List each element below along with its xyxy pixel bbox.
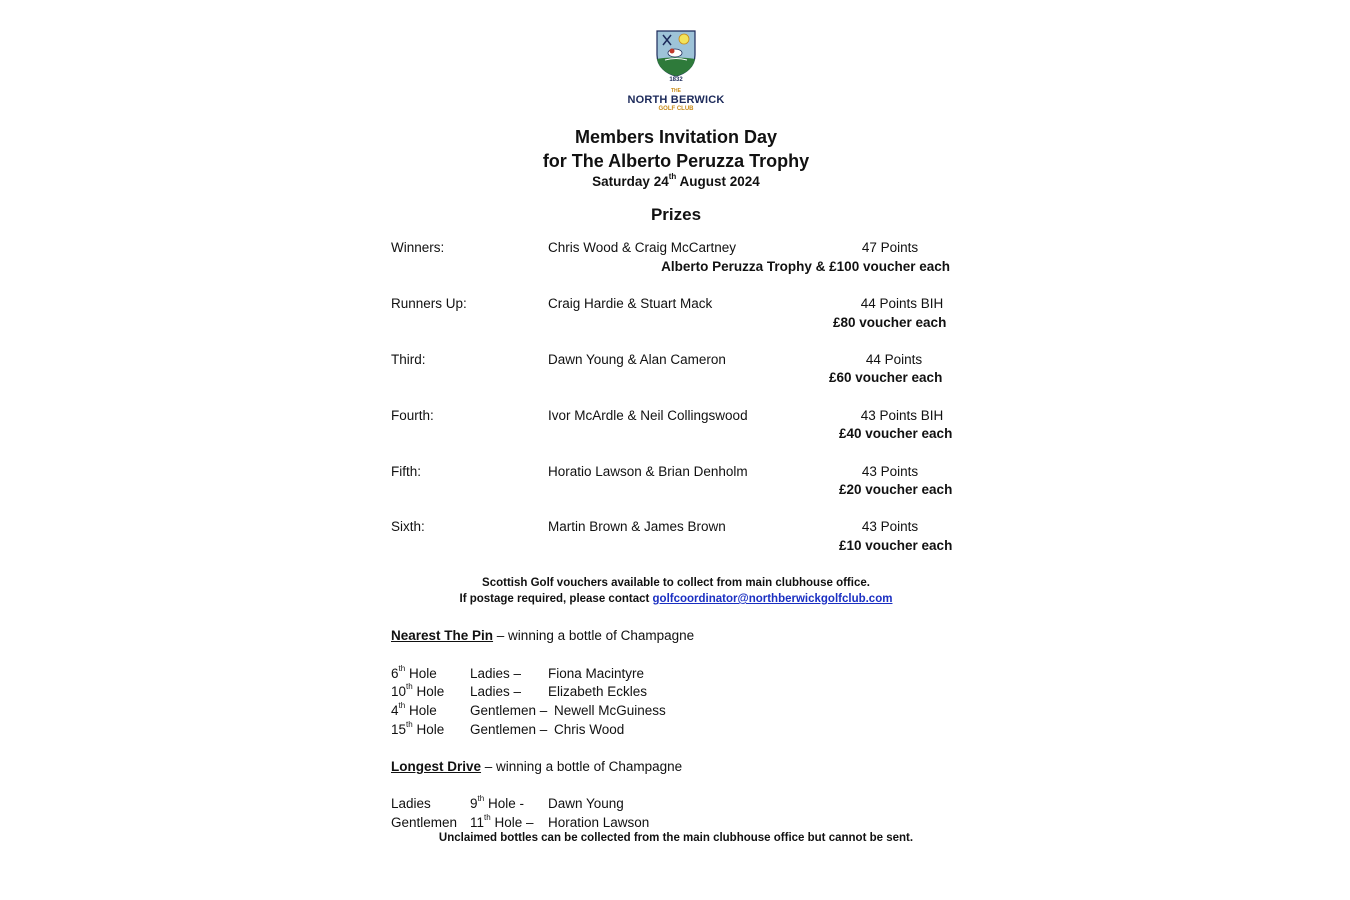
- prize-award-fourth: £40 voucher each: [839, 426, 953, 441]
- longest-drive-heading: Longest Drive – winning a bottle of Champagne: [391, 759, 683, 774]
- logo-golf-club: GOLF CLUB: [658, 106, 694, 112]
- pin-hole: 10th Hole: [391, 682, 445, 699]
- drive-hole: 11th Hole –: [470, 813, 534, 830]
- pin-winner: Chris Wood: [554, 722, 625, 737]
- pin-winner: Elizabeth Eckles: [548, 684, 648, 699]
- prize-place-runners-up: Runners Up:: [391, 296, 467, 311]
- nearest-pin-heading: Nearest The Pin – winning a bottle of Champagne: [391, 628, 695, 643]
- prize-award-runners-up: £80 voucher each: [833, 315, 947, 330]
- pin-category: Gentlemen –: [470, 703, 548, 718]
- logo-year: 1832: [669, 77, 683, 83]
- prize-place-fifth: Fifth:: [391, 464, 422, 479]
- drive-winner: Horation Lawson: [548, 815, 650, 830]
- event-date: Saturday 24th August 2024: [592, 172, 760, 189]
- voucher-note: Scottish Golf vouchers available to collect from main clubhouse office.: [482, 577, 870, 589]
- prize-place-third: Third:: [391, 352, 426, 367]
- prize-place-fourth: Fourth:: [391, 408, 434, 423]
- prize-award-winners: Alberto Peruzza Trophy & £100 voucher each: [661, 259, 950, 274]
- prize-names-fourth: Ivor McArdle & Neil Collingswood: [548, 408, 748, 423]
- drive-category: Gentlemen: [391, 815, 458, 830]
- footer-note: Unclaimed bottles can be collected from the main clubhouse office but cannot be sent.: [438, 832, 914, 844]
- pin-category: Ladies –: [470, 666, 522, 681]
- page-title: Members Invitation Day: [574, 127, 778, 147]
- prize-points-fourth: 43 Points BIH: [860, 408, 944, 423]
- postage-note: If postage required, please contact golfcoordinator@northberwickgolfclub.com: [459, 593, 893, 605]
- page-subtitle: for The Alberto Peruzza Trophy: [542, 151, 810, 171]
- logo-line-the: THE: [671, 88, 681, 94]
- prize-names-runners-up: Craig Hardie & Stuart Mack: [548, 296, 713, 311]
- prize-award-sixth: £10 voucher each: [839, 538, 953, 553]
- prize-names-sixth: Martin Brown & James Brown: [548, 519, 726, 534]
- prize-points-winners: 47 Points: [861, 240, 919, 255]
- pin-hole: 15th Hole: [391, 720, 445, 737]
- drive-winner: Dawn Young: [548, 796, 624, 811]
- coordinator-email-link[interactable]: golfcoordinator@northberwickgolfclub.com: [652, 593, 893, 605]
- drive-category: Ladies: [391, 796, 431, 811]
- prize-place-winners: Winners:: [391, 240, 445, 255]
- prizes-heading: Prizes: [650, 205, 702, 224]
- pin-hole: 6th Hole: [391, 664, 437, 681]
- prize-names-winners: Chris Wood & Craig McCartney: [548, 240, 737, 255]
- prize-points-fifth: 43 Points: [861, 464, 919, 479]
- pin-category: Ladies –: [470, 684, 522, 699]
- prize-points-sixth: 43 Points: [861, 519, 919, 534]
- prize-names-third: Dawn Young & Alan Cameron: [548, 352, 726, 367]
- prize-place-sixth: Sixth:: [391, 519, 425, 534]
- drive-hole: 9th Hole -: [470, 794, 524, 811]
- prize-award-third: £60 voucher each: [829, 370, 943, 385]
- pin-category: Gentlemen –: [470, 722, 548, 737]
- prize-award-fifth: £20 voucher each: [839, 482, 953, 497]
- pin-winner: Newell McGuiness: [554, 703, 666, 718]
- prize-points-third: 44 Points: [865, 352, 923, 367]
- prize-names-fifth: Horatio Lawson & Brian Denholm: [548, 464, 748, 479]
- club-crest-logo: [655, 29, 697, 77]
- logo-club-name: NORTH BERWICK: [627, 94, 725, 106]
- prize-points-runners-up: 44 Points BIH: [860, 296, 944, 311]
- pin-winner: Fiona Macintyre: [548, 666, 645, 681]
- pin-hole: 4th Hole: [391, 701, 437, 718]
